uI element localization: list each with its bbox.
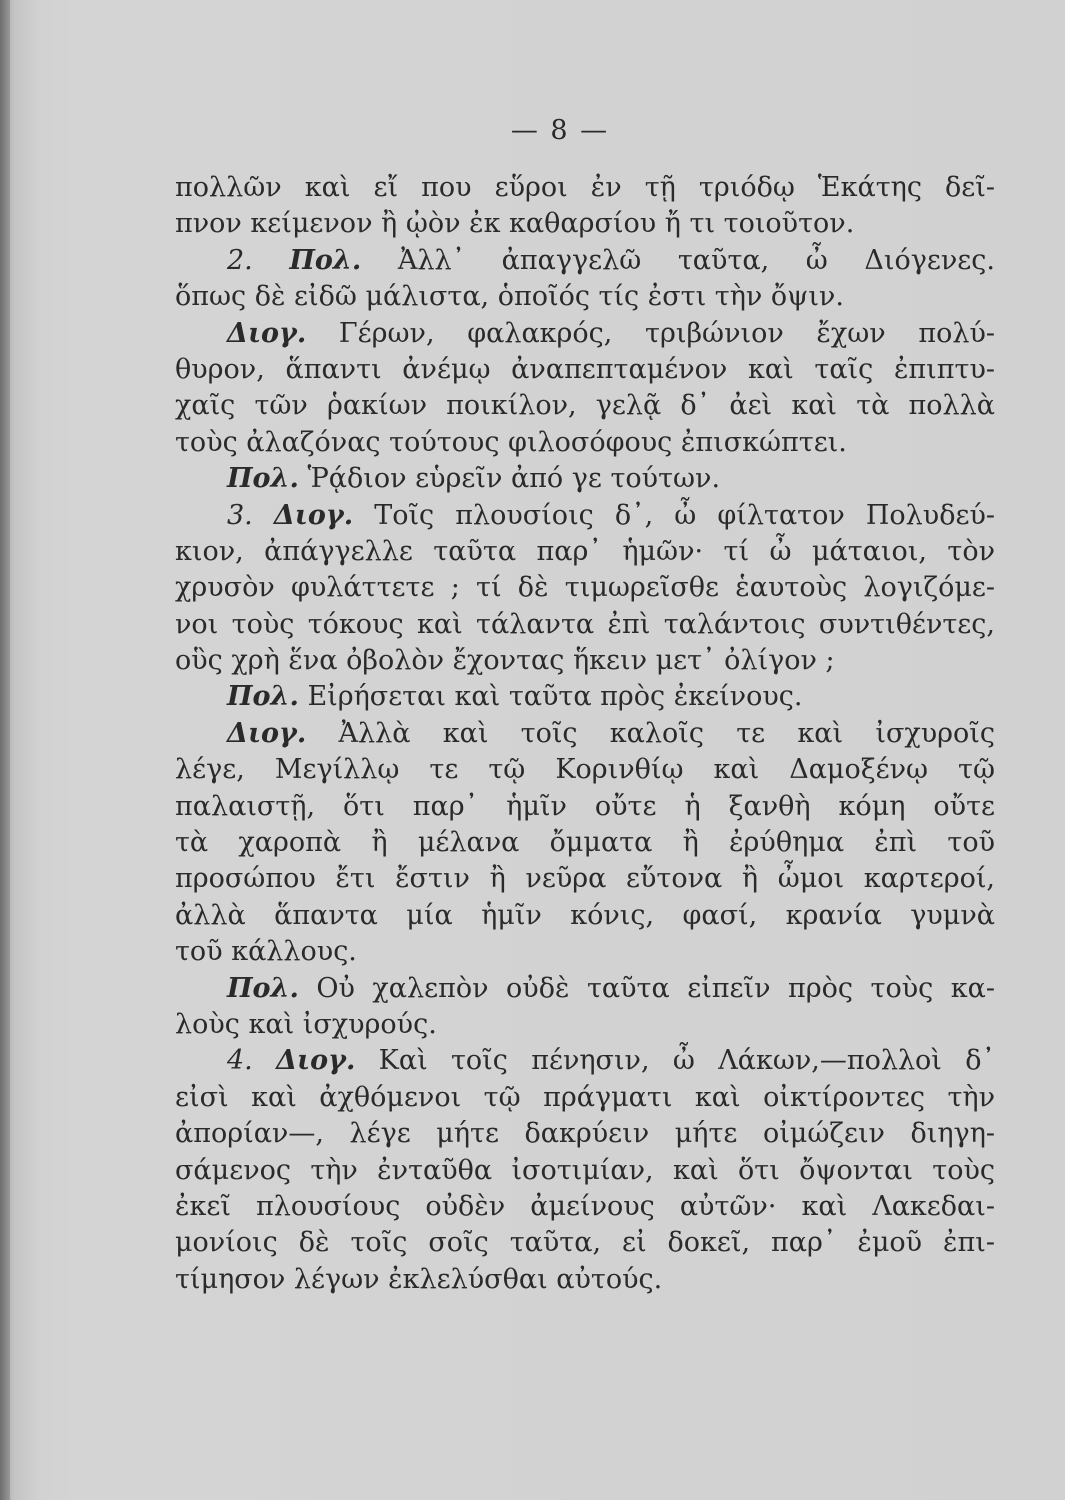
line-text: παλαιστῇ, ὅτι παρ᾽ ἡμῖν οὔτε ἡ ξανθὴ κόμη οὔτε xyxy=(175,790,995,822)
line-text: Ῥᾴδιον εὑρεῖν ἀπό γε τούτων. xyxy=(307,463,721,495)
speaker-label: Πολ. xyxy=(227,681,299,713)
line-text: τὰ χαροπὰ ἢ μέλανα ὄμματα ἢ ἐρύθημα ἐπὶ τοῦ xyxy=(175,827,995,859)
text-line xyxy=(175,206,995,242)
section-number: 2. xyxy=(227,244,253,276)
text-line xyxy=(175,898,995,934)
speaker-label: Διογ. xyxy=(273,499,354,531)
line-text: λοὺς καὶ ἰσχυρούς. xyxy=(175,1008,437,1040)
text-line xyxy=(175,934,995,970)
line-text: Εἰρήσεται καὶ ταῦτα πρὸς ἐκείνους. xyxy=(307,681,803,713)
line-text: Ἀλλὰ καὶ τοῖς καλοῖς τε καὶ ἰσχυροῖς xyxy=(338,717,995,749)
text-line xyxy=(175,425,995,461)
line-text: χρυσὸν φυλάττετε ; τί δὲ τιμωρεῖσθε ἑαυτοὺς λογιζόμε- xyxy=(175,572,995,604)
line-text: Ἀλλ᾽ ἀπαγγελῶ ταῦτα, ὦ Διόγενες. xyxy=(397,244,995,276)
line-text: κιον, ἀπάγγελλε ταῦτα παρ᾽ ἡμῶν· τί ὦ μάταιοι, τὸν xyxy=(175,535,995,567)
line-text: ὅπως δὲ εἰδῶ μάλιστα, ὁποῖός τίς ἐστι τὴν ὄψιν. xyxy=(175,281,844,313)
line-text: μονίοις δὲ τοῖς σοῖς ταῦτα, εἰ δοκεῖ, παρ᾽ ἐμοῦ ἐπι- xyxy=(175,1227,995,1259)
line-text: ἀλλὰ ἅπαντα μία ἡμῖν κόνις, φασί, κρανία γυμνὰ xyxy=(175,899,995,931)
text-line xyxy=(175,498,995,534)
text-line xyxy=(175,243,995,279)
line-text: τοὺς ἀλαζόνας τούτους φιλοσόφους ἐπισκώπτει. xyxy=(175,426,847,458)
line-text: τίμησον λέγων ἐκλελύσθαι αὐτούς. xyxy=(175,1263,663,1295)
text-line xyxy=(175,1189,995,1225)
line-text: Καὶ τοῖς πένησιν, ὦ Λάκων,—πολλοὶ δ᾽ xyxy=(378,1045,995,1077)
page-number: — 8 — xyxy=(510,115,610,146)
line-text: ἐκεῖ πλουσίους οὐδὲν ἀμείνους αὐτῶν· καὶ Λακεδαι- xyxy=(175,1190,995,1222)
text-line xyxy=(175,716,995,752)
speaker-label: Πολ. xyxy=(227,463,299,495)
speaker-label: Διογ. xyxy=(227,317,307,349)
text-line xyxy=(175,861,995,897)
line-text: σάμενος τὴν ἐνταῦθα ἰσοτιμίαν, καὶ ὅτι ὄψονται τοὺς xyxy=(175,1154,995,1186)
text-body xyxy=(175,170,995,1298)
text-line xyxy=(175,388,995,424)
text-line xyxy=(175,1007,995,1043)
line-text: πνον κείμενον ἢ ᾠὸν ἐκ καθαρσίου ἤ τι τοιοῦτον. xyxy=(175,208,855,240)
text-line xyxy=(175,789,995,825)
text-line xyxy=(175,607,995,643)
speaker-label: Πολ. xyxy=(227,972,299,1004)
text-line xyxy=(175,1043,995,1079)
line-text: τοῦ κάλλους. xyxy=(175,936,357,968)
text-line xyxy=(175,170,995,206)
text-line xyxy=(175,352,995,388)
line-text: εἰσὶ καὶ ἀχθόμενοι τῷ πράγματι καὶ οἰκτίροντες τὴν xyxy=(175,1081,995,1113)
line-text: ἀπορίαν—, λέγε μήτε δακρύειν μήτε οἰμώζειν διηγη- xyxy=(175,1118,995,1150)
text-line xyxy=(175,316,995,352)
text-line xyxy=(175,971,995,1007)
line-text: Τοῖς πλουσίοις δ᾽, ὦ φίλτατον Πολυδεύ- xyxy=(374,499,995,531)
text-line xyxy=(175,461,995,497)
text-line xyxy=(175,570,995,606)
text-line xyxy=(175,1225,995,1261)
section-number: 3. xyxy=(227,499,253,531)
line-text: Οὐ χαλεπὸν οὐδὲ ταῦτα εἰπεῖν πρὸς τοὺς κα- xyxy=(316,972,995,1004)
line-text: λέγε, Μεγίλλῳ τε τῷ Κορινθίῳ καὶ Δαμοξένῳ τῷ xyxy=(175,754,995,786)
page-spine-shadow xyxy=(0,0,10,1500)
text-line xyxy=(175,279,995,315)
speaker-label: Διογ. xyxy=(227,717,307,749)
text-line xyxy=(175,1116,995,1152)
text-line xyxy=(175,1153,995,1189)
text-line xyxy=(175,1262,995,1298)
text-line xyxy=(175,752,995,788)
line-text: προσώπου ἔτι ἔστιν ἢ νεῦρα εὔτονα ἢ ὦμοι καρτεροί, xyxy=(175,863,995,895)
line-text: Γέρων, φαλακρός, τριβώνιον ἔχων πολύ- xyxy=(338,317,995,349)
section-number: 4. xyxy=(227,1045,253,1077)
speaker-label: Πολ. xyxy=(289,244,362,276)
text-line xyxy=(175,825,995,861)
line-text: πολλῶν καὶ εἴ που εὕροι ἐν τῇ τριόδῳ Ἑκάτης δεῖ- xyxy=(175,172,995,203)
line-text: θυρον, ἅπαντι ἀνέμῳ ἀναπεπταμένον καὶ ταῖς ἐπιπτυ- xyxy=(175,353,995,385)
text-line xyxy=(175,534,995,570)
line-text: χαῖς τῶν ῥακίων ποικίλον, γελᾷ δ᾽ ἀεὶ καὶ τὰ πολλὰ xyxy=(175,390,995,422)
speaker-label: Διογ. xyxy=(276,1045,356,1077)
text-line xyxy=(175,1080,995,1116)
line-text: νοι τοὺς τόκους καὶ τάλαντα ἐπὶ ταλάντοις συντιθέντες, xyxy=(175,608,995,640)
text-line xyxy=(175,679,995,715)
line-text: οὓς χρὴ ἕνα ὀβολὸν ἔχοντας ἥκειν μετ᾽ ὀλίγον ; xyxy=(175,645,835,677)
text-line xyxy=(175,643,995,679)
